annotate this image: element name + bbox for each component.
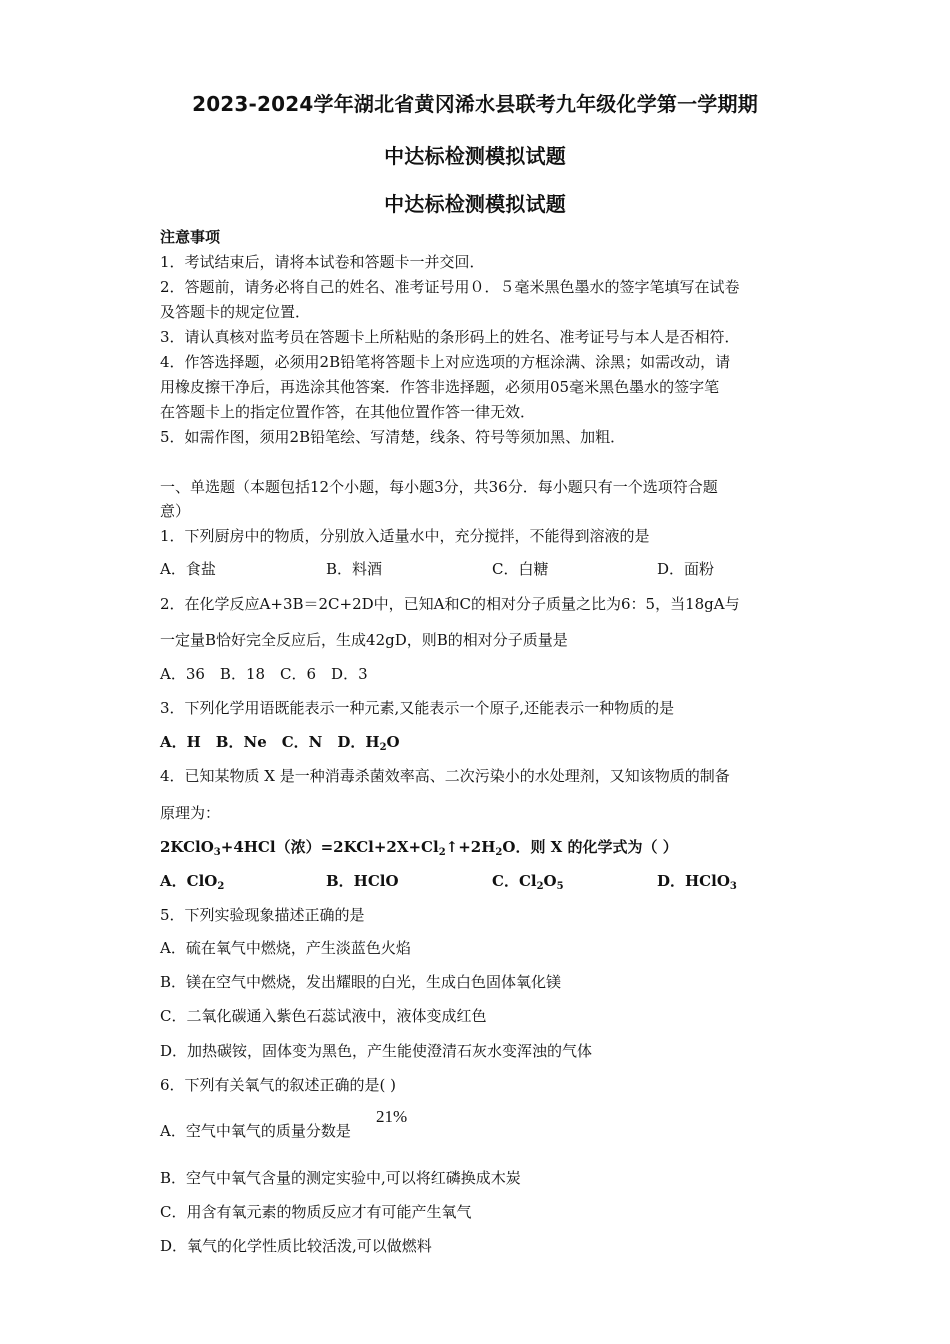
q6-option-c: C．用含有氧元素的物质反应才有可能产生氧气 bbox=[160, 1203, 472, 1221]
q5-option-c: C．二氧化碳通入紫色石蕊试液中，液体变成红色 bbox=[160, 1007, 487, 1025]
q3-options: A．H B．Ne C．N D．$H_2O$ bbox=[160, 733, 400, 753]
question-2-stem-cont: 一定量B恰好完全反应后，生成42gD，则B的相对分子质量是 bbox=[160, 631, 568, 649]
notice-item: 3．请认真核对监考员在答题卡上所粘贴的条形码上的姓名、准考证号与本人是否相符． bbox=[160, 328, 740, 346]
q4-option-c: C．$Cl_2O_5$ bbox=[492, 872, 564, 892]
q5-option-b: B．镁在空气中燃烧，发出耀眼的白光，生成白色固体氧化镁 bbox=[160, 973, 562, 991]
notice-item: 在答题卡上的指定位置作答，在其他位置作答一律无效． bbox=[160, 403, 536, 421]
q6-option-a-value: 21% bbox=[376, 1107, 408, 1126]
question-1-stem: 1．下列厨房中的物质，分别放入适量水中，充分搅拌，不能得到溶液的是 bbox=[160, 527, 650, 545]
q2-options: A．36 B．18 C．6 D．3 bbox=[160, 665, 368, 683]
notice-heading: 注意事项 bbox=[160, 228, 221, 246]
notice-item: 4．作答选择题，必须用2B铅笔将答题卡上对应选项的方框涂满、涂黑；如需改动，请 bbox=[160, 353, 731, 371]
q4-option-d: D．HClO$_3$ bbox=[657, 872, 737, 892]
q4-equation: 2KClO$_3$+4HCl（浓）$=2KCl+2X+Cl_2↑+2H_2O$．则 X 的化学式为（ ） bbox=[160, 838, 678, 858]
q4-option-a: A．ClO$_2$ bbox=[160, 872, 225, 892]
notice-item: 1．考试结束后，请将本试卷和答题卡一并交回． bbox=[160, 253, 485, 271]
q1-option-c: C．白糖 bbox=[492, 560, 549, 578]
question-5-stem: 5．下列实验现象描述正确的是 bbox=[160, 906, 365, 924]
question-6-stem: 6．下列有关氧气的叙述正确的是( ) bbox=[160, 1076, 397, 1094]
q6-option-b: B．空气中氧气含量的测定实验中,可以将红磷换成木炭 bbox=[160, 1169, 521, 1187]
notice-item: 5．如需作图，须用2B铅笔绘、写清楚，线条、符号等须加黑、加粗． bbox=[160, 428, 626, 446]
notice-item: 及答题卡的规定位置． bbox=[160, 303, 311, 321]
doc-title-line1: 2023-2024学年湖北省黄冈浠水县联考九年级化学第一学期期 bbox=[192, 92, 758, 116]
q6-option-a: A．空气中氧气的质量分数是 bbox=[160, 1122, 351, 1140]
question-3-stem: 3．下列化学用语既能表示一种元素,又能表示一个原子,还能表示一种物质的是 bbox=[160, 699, 675, 717]
q1-option-d: D．面粉 bbox=[657, 560, 715, 578]
question-4-stem-cont: 原理为： bbox=[160, 804, 221, 822]
section-heading: 一、单选题（本题包括12个小题，每小题3分，共36分．每小题只有一个选项符合题 bbox=[160, 478, 718, 496]
notice-item: 2．答题前，请务必将自己的姓名、准考证号用０．５毫米黑色墨水的签字笔填写在试卷 bbox=[160, 278, 740, 296]
doc-title-line2: 中达标检测模拟试题 bbox=[384, 144, 566, 168]
q5-option-a: A．硫在氧气中燃烧，产生淡蓝色火焰 bbox=[160, 939, 411, 957]
section-heading-cont: 意） bbox=[160, 502, 191, 520]
q6-option-d: D．氧气的化学性质比较活泼,可以做燃料 bbox=[160, 1237, 432, 1255]
q1-option-a: A．食盐 bbox=[160, 560, 216, 578]
q5-option-d: D．加热碳铵，固体变为黑色，产生能使澄清石灰水变浑浊的气体 bbox=[160, 1042, 593, 1060]
question-2-stem: 2．在化学反应A+3B＝2C+2D中，已知A和C的相对分子质量之比为6：5，当18gA与 bbox=[160, 595, 740, 613]
q4-option-b: B．HClO bbox=[326, 872, 399, 890]
notice-item: 用橡皮擦干净后，再选涂其他答案．作答非选择题，必须用05毫米黑色墨水的签字笔 bbox=[160, 378, 720, 396]
doc-title-line3: 中达标检测模拟试题 bbox=[384, 192, 566, 216]
question-4-stem: 4．已知某物质 X 是一种消毒杀菌效率高、二次污染小的水处理剂，又知该物质的制备 bbox=[160, 767, 730, 785]
q1-option-b: B．料酒 bbox=[326, 560, 383, 578]
